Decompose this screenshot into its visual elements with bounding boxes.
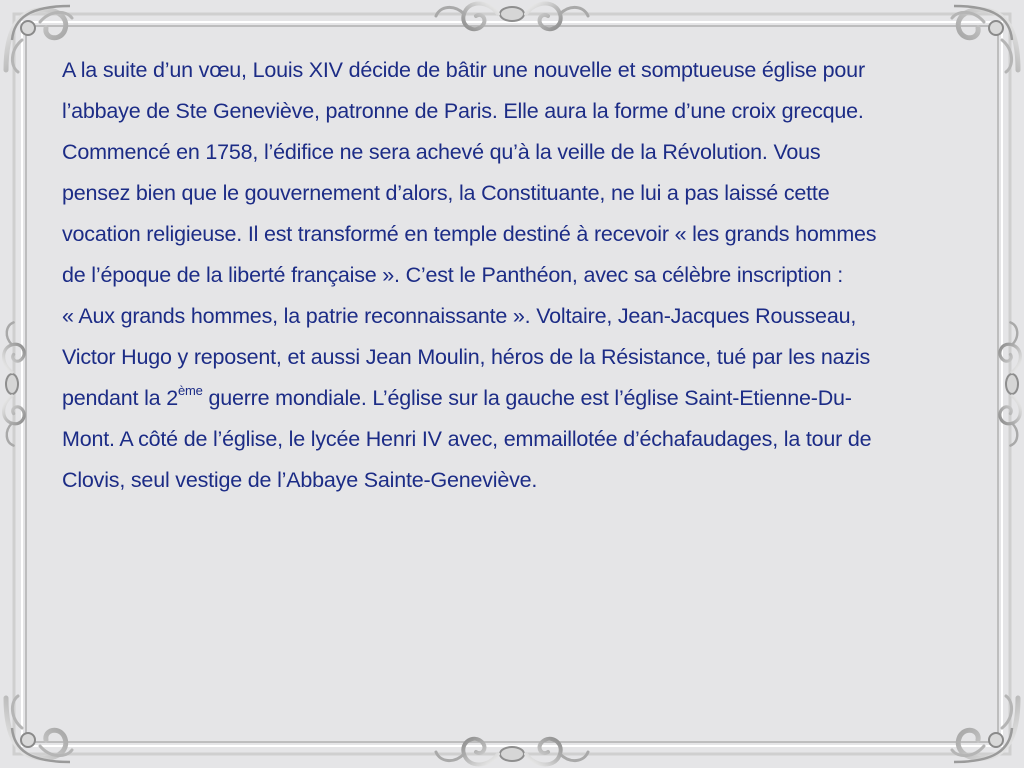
text-line-9-end: guerre mondiale. L’église sur la gauche est l’église Saint-Etienne-Du-	[202, 386, 852, 410]
body-text	[62, 50, 972, 501]
text-line-2: l’abbaye de Ste Geneviève, patronne de Paris. Elle aura la forme d’une croix grecque.	[62, 99, 864, 123]
text-line-1: A la suite d’un vœu, Louis XIV décide de bâtir une nouvelle et somptueuse église pour	[62, 58, 865, 82]
text-line-3: Commencé en 1758, l’édifice ne sera achevé qu’à la veille de la Révolution. Vous	[62, 140, 821, 164]
text-line-5: vocation religieuse. Il est transformé en temple destiné à recevoir « les grands hommes	[62, 222, 877, 246]
text-line-11: Clovis, seul vestige de l’Abbaye Sainte-Geneviève.	[62, 468, 538, 492]
text-line-4: pensez bien que le gouvernement d’alors, la Constituante, ne lui a pas laissé cette	[62, 181, 830, 205]
text-line-8: Victor Hugo y reposent, et aussi Jean Moulin, héros de la Résistance, tué par les nazis	[62, 345, 871, 369]
superscript: ème	[177, 382, 203, 398]
text-line-10: Mont. A côté de l’église, le lycée Henri IV avec, emmaillotée d’échafaudages, la tour de	[62, 427, 872, 451]
text-line-9-start: pendant la 2	[62, 386, 178, 410]
text-line-7: « Aux grands hommes, la patrie reconnaissante ». Voltaire, Jean-Jacques Rousseau,	[62, 304, 857, 328]
text-line-9	[62, 378, 972, 419]
text-line-6: de l’époque de la liberté française ». C’est le Panthéon, avec sa célèbre inscription :	[62, 263, 843, 287]
